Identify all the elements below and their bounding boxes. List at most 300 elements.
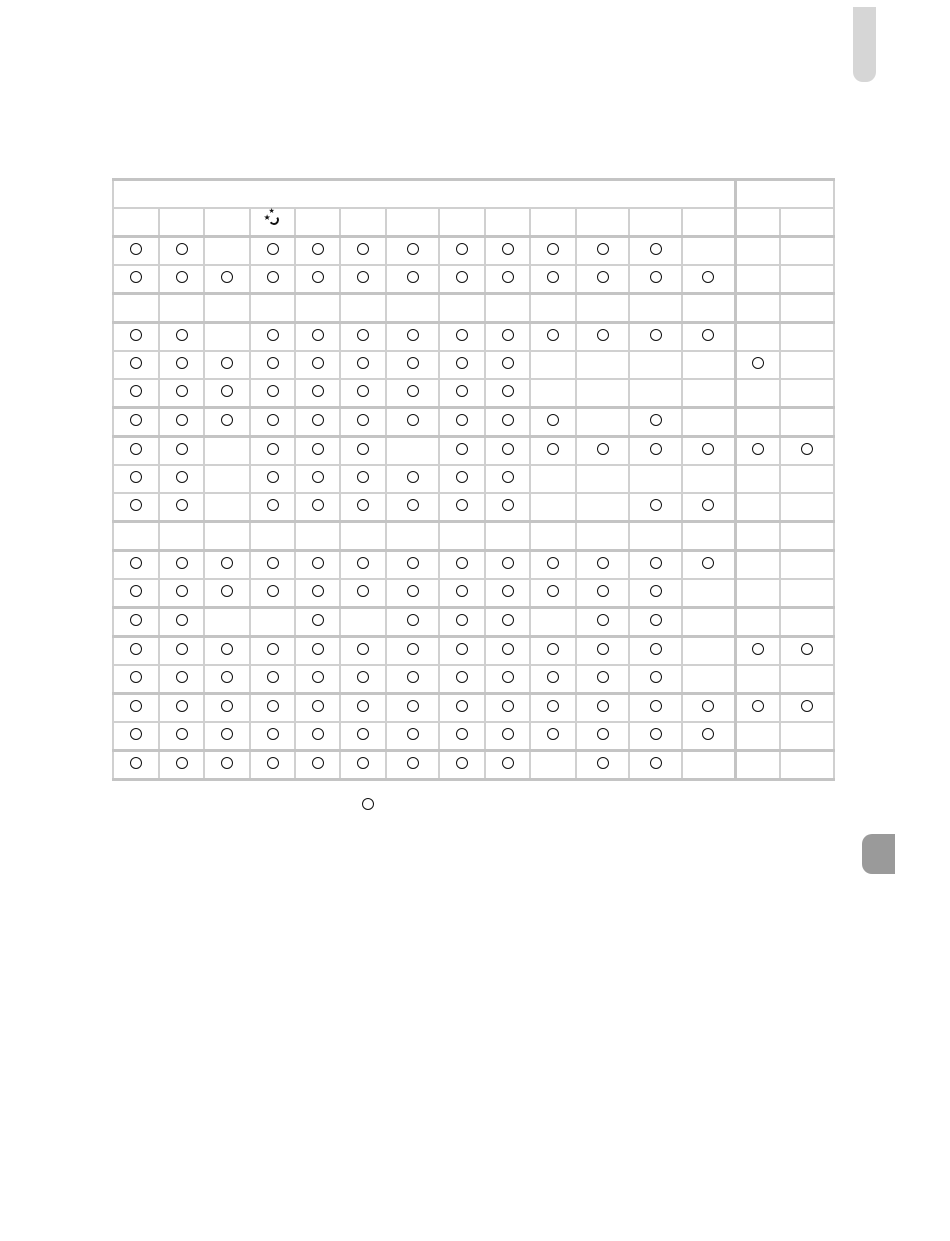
table-row — [113, 722, 834, 751]
circle-icon — [267, 728, 279, 740]
table-cell — [682, 379, 735, 408]
table-cell — [439, 265, 485, 294]
circle-icon — [407, 471, 419, 483]
circle-icon — [357, 728, 369, 740]
table-row — [113, 265, 834, 294]
table-cell — [735, 351, 780, 379]
circle-icon — [312, 585, 324, 597]
table-cell — [250, 694, 295, 723]
table-cell — [159, 579, 204, 608]
table-cell — [485, 323, 530, 352]
table-cell — [386, 437, 439, 466]
table-cell — [295, 665, 340, 694]
circle-icon — [502, 271, 514, 283]
table-cell — [159, 465, 204, 493]
table-cell — [295, 493, 340, 522]
table-cell — [629, 722, 682, 751]
circle-icon — [456, 671, 468, 683]
table-cell — [735, 379, 780, 408]
table-cell — [113, 579, 159, 608]
table-row — [113, 522, 834, 551]
table-cell — [780, 408, 834, 437]
circle-icon — [312, 443, 324, 455]
table-cell — [159, 379, 204, 408]
table-cell — [250, 408, 295, 437]
circle-icon — [176, 643, 188, 655]
table-cell — [204, 294, 250, 323]
circle-icon — [221, 557, 233, 569]
circle-icon — [547, 671, 559, 683]
table-cell — [295, 265, 340, 294]
table-cell — [530, 379, 576, 408]
table-cell — [629, 294, 682, 323]
circle-icon — [357, 757, 369, 769]
extra-group-header — [735, 180, 834, 209]
table-cell — [113, 751, 159, 780]
circle-icon — [357, 643, 369, 655]
table-cell — [576, 237, 629, 266]
table-cell — [439, 493, 485, 522]
table-cell — [295, 522, 340, 551]
circle-icon — [502, 585, 514, 597]
table-cell — [113, 351, 159, 379]
circle-icon — [597, 757, 609, 769]
circle-icon — [130, 243, 142, 255]
table-cell — [386, 408, 439, 437]
circle-icon — [357, 499, 369, 511]
table-cell — [439, 323, 485, 352]
circle-icon — [597, 585, 609, 597]
table-cell — [629, 608, 682, 637]
table-cell — [682, 751, 735, 780]
circle-icon — [130, 414, 142, 426]
table-cell — [113, 694, 159, 723]
table-cell — [159, 408, 204, 437]
circle-icon — [357, 329, 369, 341]
circle-icon — [267, 357, 279, 369]
table-cell — [439, 294, 485, 323]
circle-icon — [312, 614, 324, 626]
table-cell — [250, 323, 295, 352]
circle-icon — [176, 499, 188, 511]
table-cell — [629, 522, 682, 551]
table-cell — [439, 637, 485, 666]
table-cell — [439, 465, 485, 493]
mode-header-cell — [530, 208, 576, 237]
circle-icon — [456, 357, 468, 369]
table-cell — [159, 265, 204, 294]
circle-icon — [597, 271, 609, 283]
circle-icon — [312, 643, 324, 655]
circle-icon — [456, 499, 468, 511]
circle-icon — [221, 357, 233, 369]
table-cell — [204, 694, 250, 723]
circle-icon — [221, 385, 233, 397]
table-cell — [576, 408, 629, 437]
circle-icon — [597, 700, 609, 712]
table-row — [113, 637, 834, 666]
table-cell — [340, 351, 386, 379]
table-cell — [485, 694, 530, 723]
circle-icon — [130, 385, 142, 397]
table-cell — [250, 522, 295, 551]
circle-icon — [502, 557, 514, 569]
circle-icon — [650, 643, 662, 655]
table-row — [113, 437, 834, 466]
mode-header-cell — [295, 208, 340, 237]
circle-icon — [597, 243, 609, 255]
circle-icon — [176, 443, 188, 455]
table-cell — [295, 751, 340, 780]
circle-icon — [650, 557, 662, 569]
table-cell — [340, 637, 386, 666]
table-cell — [340, 323, 386, 352]
table-cell — [780, 722, 834, 751]
table-cell — [735, 551, 780, 580]
legend-circle-icon — [362, 798, 374, 810]
circle-icon — [221, 728, 233, 740]
circle-icon — [752, 700, 764, 712]
table-cell — [629, 379, 682, 408]
table-cell — [159, 665, 204, 694]
table-cell — [204, 751, 250, 780]
table-cell — [386, 608, 439, 637]
table-cell — [250, 265, 295, 294]
table-cell — [204, 465, 250, 493]
table-cell — [295, 237, 340, 266]
table-cell — [780, 694, 834, 723]
circle-icon — [357, 471, 369, 483]
circle-icon — [312, 243, 324, 255]
table-cell — [295, 437, 340, 466]
circle-icon — [502, 329, 514, 341]
table-cell — [576, 751, 629, 780]
table-cell — [159, 237, 204, 266]
circle-icon — [456, 700, 468, 712]
circle-icon — [176, 585, 188, 597]
table-cell — [159, 694, 204, 723]
circle-icon — [407, 499, 419, 511]
table-cell — [576, 722, 629, 751]
table-cell — [439, 551, 485, 580]
table-cell — [682, 408, 735, 437]
circle-icon — [547, 700, 559, 712]
circle-icon — [547, 414, 559, 426]
circle-icon — [267, 471, 279, 483]
circle-icon — [502, 614, 514, 626]
table-cell — [485, 751, 530, 780]
circle-icon — [312, 671, 324, 683]
circle-icon — [407, 671, 419, 683]
table-row — [113, 465, 834, 493]
table-cell — [780, 437, 834, 466]
table-cell — [204, 379, 250, 408]
circle-icon — [650, 671, 662, 683]
table-cell — [113, 408, 159, 437]
circle-icon — [267, 671, 279, 683]
table-cell — [629, 665, 682, 694]
table-cell — [386, 751, 439, 780]
table-cell — [340, 465, 386, 493]
table-cell — [780, 751, 834, 780]
mode-header-cell — [204, 208, 250, 237]
table-row — [113, 323, 834, 352]
circle-icon — [176, 700, 188, 712]
circle-icon — [312, 271, 324, 283]
table-cell — [340, 751, 386, 780]
circle-icon — [176, 243, 188, 255]
table-cell — [439, 751, 485, 780]
circle-icon — [357, 243, 369, 255]
table-cell — [386, 493, 439, 522]
circle-icon — [176, 557, 188, 569]
circle-icon — [221, 757, 233, 769]
table-cell — [204, 493, 250, 522]
circle-icon — [502, 671, 514, 683]
circle-icon — [650, 243, 662, 255]
table-cell — [530, 265, 576, 294]
table-cell — [113, 265, 159, 294]
table-cell — [250, 637, 295, 666]
table-cell — [439, 437, 485, 466]
table-cell — [780, 379, 834, 408]
circle-icon — [650, 414, 662, 426]
table-cell — [530, 637, 576, 666]
chapter-tab-marker — [862, 834, 895, 874]
circle-icon — [407, 585, 419, 597]
table-cell — [682, 323, 735, 352]
circle-icon — [312, 700, 324, 712]
table-cell — [576, 379, 629, 408]
circle-icon — [312, 728, 324, 740]
circle-icon — [130, 471, 142, 483]
circle-icon — [502, 757, 514, 769]
circle-icon — [456, 728, 468, 740]
table-cell — [530, 237, 576, 266]
mode-header-cell — [485, 208, 530, 237]
table-cell — [735, 408, 780, 437]
table-cell — [159, 493, 204, 522]
table-cell — [485, 722, 530, 751]
table-cell — [576, 551, 629, 580]
table-cell — [735, 751, 780, 780]
circle-icon — [702, 443, 714, 455]
table-cell — [576, 465, 629, 493]
table-cell — [629, 465, 682, 493]
circle-icon — [130, 329, 142, 341]
table-cell — [159, 351, 204, 379]
circle-icon — [702, 329, 714, 341]
table-cell — [682, 493, 735, 522]
circle-icon — [456, 329, 468, 341]
circle-icon — [357, 585, 369, 597]
table-cell — [682, 465, 735, 493]
circle-icon — [752, 443, 764, 455]
circle-icon — [176, 271, 188, 283]
table-cell — [485, 465, 530, 493]
table-cell — [439, 379, 485, 408]
table-cell — [204, 722, 250, 751]
table-cell — [485, 265, 530, 294]
table-cell — [204, 265, 250, 294]
table-cell — [485, 551, 530, 580]
table-cell — [530, 665, 576, 694]
table-cell — [735, 237, 780, 266]
table-cell — [159, 437, 204, 466]
circle-icon — [357, 557, 369, 569]
table-cell — [204, 579, 250, 608]
circle-icon — [597, 643, 609, 655]
table-cell — [629, 694, 682, 723]
table-cell — [780, 493, 834, 522]
table-cell — [439, 237, 485, 266]
circle-icon — [407, 271, 419, 283]
mode-header-cell — [159, 208, 204, 237]
table-cell — [295, 294, 340, 323]
table-cell — [159, 294, 204, 323]
circle-icon — [597, 728, 609, 740]
table-cell — [576, 694, 629, 723]
circle-icon — [456, 557, 468, 569]
table-cell — [735, 437, 780, 466]
table-row — [113, 608, 834, 637]
table-cell — [530, 323, 576, 352]
circle-icon — [267, 557, 279, 569]
mode-header-cell — [682, 208, 735, 237]
circle-icon — [221, 671, 233, 683]
table-cell — [159, 522, 204, 551]
table-cell — [530, 751, 576, 780]
table-cell — [295, 323, 340, 352]
circle-icon — [547, 271, 559, 283]
table-cell — [386, 551, 439, 580]
circle-icon — [502, 471, 514, 483]
table-cell — [780, 351, 834, 379]
table-cell — [629, 493, 682, 522]
table-cell — [439, 694, 485, 723]
table-cell — [735, 579, 780, 608]
circle-icon — [267, 385, 279, 397]
table-cell — [159, 323, 204, 352]
table-cell — [204, 237, 250, 266]
circle-icon — [407, 357, 419, 369]
circle-icon — [650, 271, 662, 283]
table-cell — [113, 522, 159, 551]
table-cell — [530, 465, 576, 493]
table-cell — [629, 408, 682, 437]
table-cell — [735, 608, 780, 637]
circle-icon — [801, 700, 813, 712]
table-row — [113, 408, 834, 437]
table-cell — [340, 408, 386, 437]
table-cell — [735, 522, 780, 551]
circle-icon — [130, 671, 142, 683]
table-cell — [576, 323, 629, 352]
table-cell — [340, 294, 386, 323]
table-row — [113, 351, 834, 379]
circle-icon — [650, 614, 662, 626]
table-cell — [780, 637, 834, 666]
table-cell — [682, 265, 735, 294]
circle-icon — [130, 271, 142, 283]
circle-icon — [176, 728, 188, 740]
table-cell — [386, 237, 439, 266]
circle-icon — [597, 557, 609, 569]
table-cell — [250, 751, 295, 780]
table-cell — [629, 637, 682, 666]
circle-icon — [407, 385, 419, 397]
circle-icon — [702, 499, 714, 511]
table-cell — [113, 608, 159, 637]
circle-icon — [502, 385, 514, 397]
circle-icon — [357, 271, 369, 283]
table-cell — [485, 522, 530, 551]
circle-icon — [221, 585, 233, 597]
table-cell — [780, 265, 834, 294]
circle-icon — [267, 499, 279, 511]
circle-icon — [267, 329, 279, 341]
table-cell — [159, 751, 204, 780]
table-cell — [159, 637, 204, 666]
circle-icon — [312, 499, 324, 511]
circle-icon — [267, 643, 279, 655]
mode-header-cell — [340, 208, 386, 237]
table-cell — [780, 522, 834, 551]
circle-icon — [650, 585, 662, 597]
circle-icon — [456, 585, 468, 597]
circle-icon — [547, 728, 559, 740]
table-cell — [113, 323, 159, 352]
table-cell — [159, 608, 204, 637]
table-row — [113, 694, 834, 723]
table-cell — [735, 265, 780, 294]
table-cell — [485, 665, 530, 694]
circle-icon — [456, 643, 468, 655]
circle-icon — [801, 643, 813, 655]
circle-icon — [176, 385, 188, 397]
circle-icon — [407, 329, 419, 341]
circle-icon — [130, 443, 142, 455]
table-cell — [159, 722, 204, 751]
circle-icon — [456, 414, 468, 426]
table-cell — [439, 522, 485, 551]
table-cell — [682, 522, 735, 551]
table-cell — [386, 722, 439, 751]
table-cell — [295, 722, 340, 751]
table-cell — [386, 579, 439, 608]
table-cell — [250, 294, 295, 323]
circle-icon — [597, 614, 609, 626]
table-cell — [386, 294, 439, 323]
table-row — [113, 751, 834, 780]
table-cell — [386, 379, 439, 408]
circle-icon — [267, 757, 279, 769]
table-cell — [485, 579, 530, 608]
table-cell — [485, 237, 530, 266]
table-cell — [295, 408, 340, 437]
table-cell — [340, 551, 386, 580]
table-cell — [780, 323, 834, 352]
table-cell — [250, 665, 295, 694]
table-cell — [629, 351, 682, 379]
circle-icon — [456, 271, 468, 283]
mode-header-cell — [629, 208, 682, 237]
circle-icon — [407, 243, 419, 255]
circle-icon — [502, 243, 514, 255]
night-scene-moon-star-icon: ★ ★ — [264, 211, 282, 229]
table-cell — [629, 265, 682, 294]
mode-header-cell — [576, 208, 629, 237]
